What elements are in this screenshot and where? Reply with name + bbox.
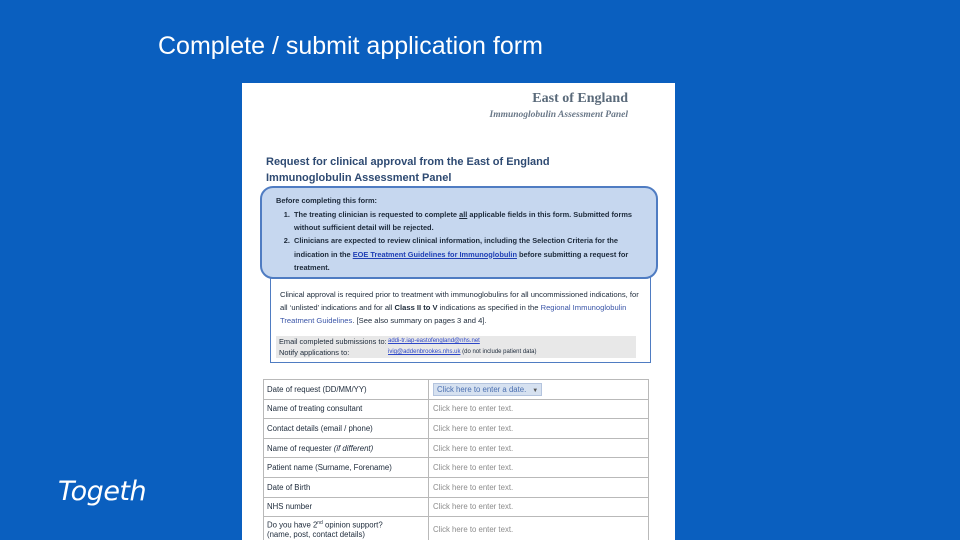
request-title: Request for clinical approval from the East of England Immunoglobulin Assessment Panel xyxy=(266,156,550,184)
table-row xyxy=(264,438,649,458)
patient-name-field[interactable]: Click here to enter text. xyxy=(429,458,649,478)
instruction-item-1: 1. The treating clinician is requested to complete all applicable fields in this form. Submitted forms without sufficient detail will be rejected. xyxy=(292,208,644,234)
table-row xyxy=(264,380,649,400)
table-row xyxy=(264,458,649,478)
instructions-heading: Before completing this form: xyxy=(276,196,378,205)
notify-label: Notify applications to: xyxy=(279,348,350,357)
nhs-number-field[interactable]: Click here to enter text. xyxy=(429,497,649,517)
patient-name-label: Patient name (Surname, Forename) xyxy=(264,458,429,478)
date-of-request-picker[interactable]: Click here to enter a date. ▼ xyxy=(433,383,542,396)
table-row xyxy=(264,497,649,517)
second-opinion-label: Do you have 2nd opinion support? (name, post, contact details) xyxy=(264,517,429,540)
instructions-box xyxy=(260,186,658,279)
application-form-document xyxy=(242,83,675,540)
contact-details-label: Contact details (email / phone) xyxy=(264,419,429,439)
contact-details-field[interactable]: Click here to enter text. xyxy=(429,419,649,439)
chevron-down-icon[interactable]: ▼ xyxy=(532,387,539,394)
treatment-guidelines-link[interactable]: EOE Treatment Guidelines for Immunoglobulin xyxy=(352,249,517,259)
date-of-birth-field[interactable]: Click here to enter text. xyxy=(429,477,649,497)
nhs-number-label: NHS number xyxy=(264,497,429,517)
request-form-table xyxy=(263,379,649,540)
table-row xyxy=(264,399,649,419)
logo: Togeth xyxy=(58,476,147,507)
regional-guidelines-link[interactable]: Regional Immunoglobulin Treatment Guidelines xyxy=(280,303,627,325)
table-row xyxy=(264,419,649,439)
table-row xyxy=(264,517,649,540)
notify-email-link[interactable]: ivig@addenbrookes.nhs.uk xyxy=(388,349,461,355)
clinical-approval-text: Clinical approval is required prior to treatment with immunoglobulins for all uncommissioned indications, for all ‘unlisted’ indications and for all Class II to V indications as specified in the Regional Immunoglobulin Treatment Guidelines. [See also summary on pages 3 and 4]. xyxy=(270,277,651,363)
email-submissions-label: Email completed submissions to: xyxy=(279,337,387,346)
org-name: East of England xyxy=(532,91,628,106)
requester-field[interactable]: Click here to enter text. xyxy=(429,438,649,458)
consultant-field[interactable]: Click here to enter text. xyxy=(429,399,649,419)
table-row xyxy=(264,477,649,497)
contact-details xyxy=(276,336,636,358)
slide-title: Complete / submit application form xyxy=(158,32,543,60)
consultant-label: Name of treating consultant xyxy=(264,399,429,419)
submission-email-link[interactable]: addi-tr.iap-eastofengland@nhs.net xyxy=(388,338,480,344)
second-opinion-field[interactable]: Click here to enter text. xyxy=(429,517,649,540)
date-of-birth-label: Date of Birth xyxy=(264,477,429,497)
requester-label: Name of requester (if different) xyxy=(264,438,429,458)
instruction-item-2: 2. Clinicians are expected to review clinical information, including the Selection Criteria for the indication in the EOE Treatment Guidelines for Immunoglobulin before submitting a request for treatment. xyxy=(292,234,644,274)
panel-subtitle: Immunoglobulin Assessment Panel xyxy=(489,110,628,120)
date-of-request-label: Date of request (DD/MM/YY) xyxy=(264,380,429,400)
notify-note: (do not include patient data) xyxy=(460,349,537,355)
instructions-list xyxy=(292,208,644,274)
